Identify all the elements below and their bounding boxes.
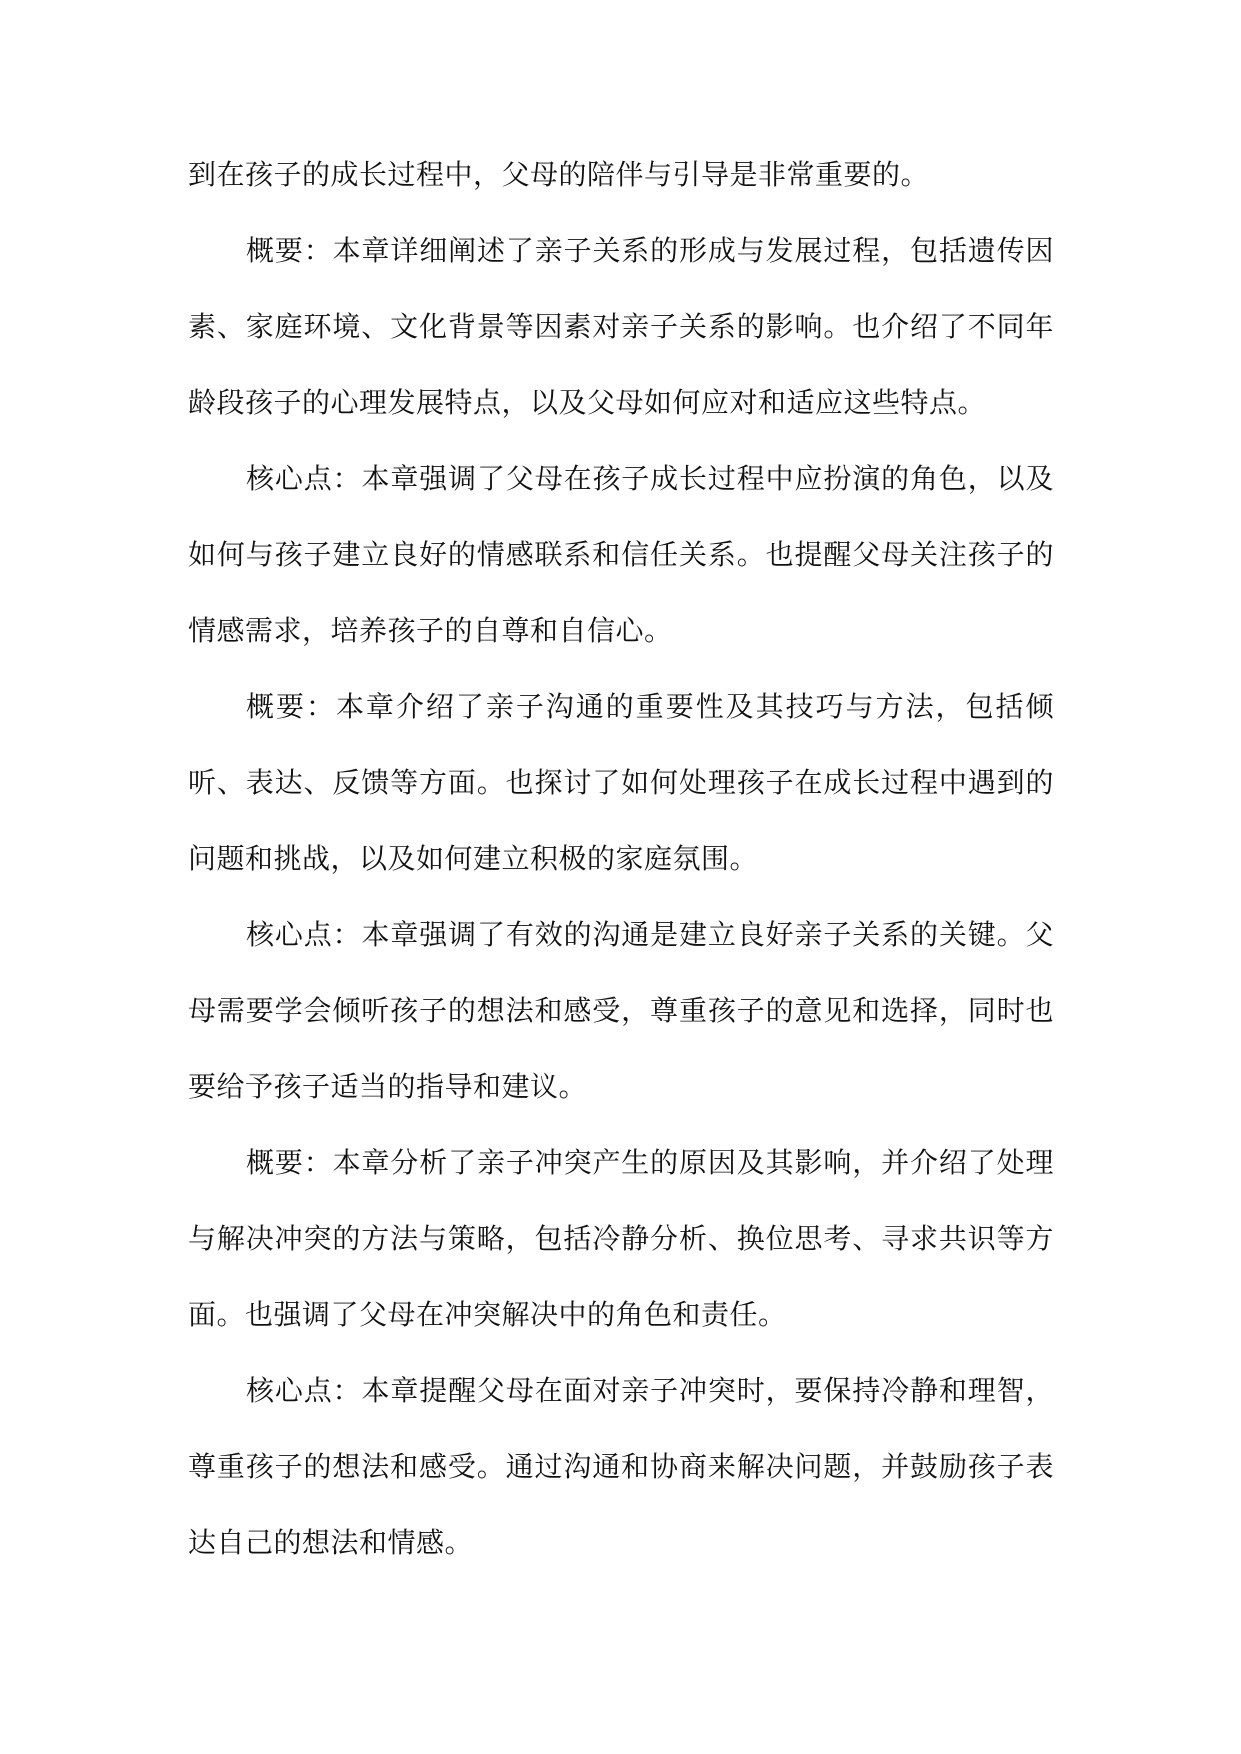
paragraph-core-point-1: 核心点：本章强调了父母在孩子成长过程中应扮演的角色，以及如何与孩子建立良好的情感联系和信任关系。也提醒父母关注孩子的情感需求，培养孩子的自尊和自信心。	[188, 462, 1054, 647]
paragraph-summary-1: 概要：本章详细阐述了亲子关系的形成与发展过程，包括遗传因素、家庭环境、文化背景等因素对亲子关系的影响。也介绍了不同年龄段孩子的心理发展特点，以及父母如何应对和适应这些特点。	[188, 234, 1054, 419]
paragraph-core-point-2: 核心点：本章强调了有效的沟通是建立良好亲子关系的关键。父母需要学会倾听孩子的想法和感受，尊重孩子的意见和选择，同时也要给予孩子适当的指导和建议。	[188, 918, 1054, 1103]
paragraph-continuation: 到在孩子的成长过程中，父母的陪伴与引导是非常重要的。	[188, 158, 930, 191]
paragraph-summary-2: 概要：本章介绍了亲子沟通的重要性及其技巧与方法，包括倾听、表达、反馈等方面。也探讨了如何处理孩子在成长过程中遇到的问题和挑战，以及如何建立积极的家庭氛围。	[188, 690, 1054, 875]
paragraph-core-point-3: 核心点：本章提醒父母在面对亲子冲突时，要保持冷静和理智，尊重孩子的想法和感受。通过沟通和协商来解决问题，并鼓励孩子表达自己的想法和情感。	[188, 1374, 1054, 1559]
paragraph-summary-3: 概要：本章分析了亲子冲突产生的原因及其影响，并介绍了处理与解决冲突的方法与策略，包括冷静分析、换位思考、寻求共识等方面。也强调了父母在冲突解决中的角色和责任。	[188, 1146, 1054, 1331]
document-body	[188, 137, 1054, 1581]
